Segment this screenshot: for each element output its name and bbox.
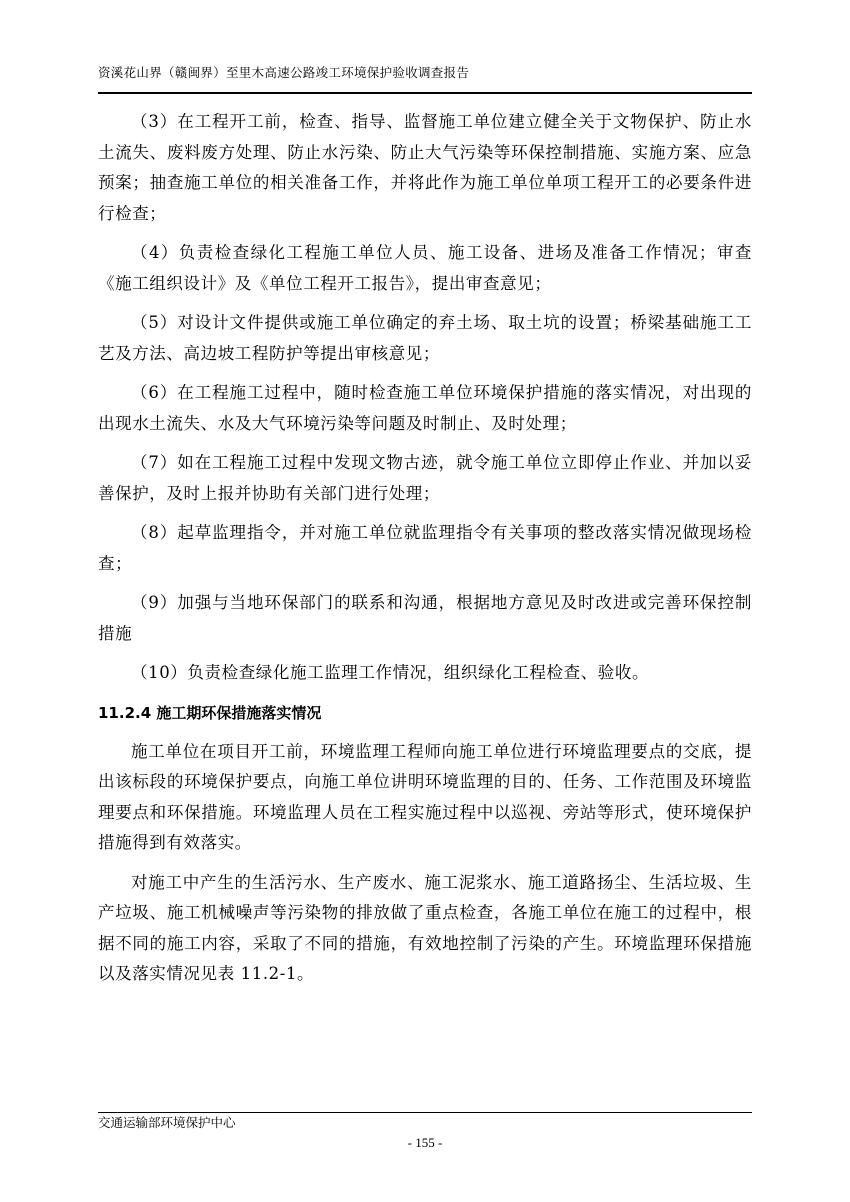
- list-item-3: （3）在工程开工前，检查、指导、监督施工单位建立健全关于文物保护、防止水土流失、废料废方处理、防止水污染、防止大气污染等环保控制措施、实施方案、应急预案；抽查施工单位的相关准备工作，并将此作为施工单位单项工程开工的必要条件进行检查；: [98, 112, 752, 223]
- section-heading-11-2-4: 11.2.4 施工期环保措施落实情况: [98, 703, 322, 722]
- list-item-9: （9）加强与当地环保部门的联系和沟通，根据地方意见及时改进或完善环保控制措施: [98, 593, 752, 643]
- list-item-5: （5）对设计文件提供或施工单位确定的弃土场、取土坑的设置；桥梁基础施工工艺及方法、高边坡工程防护等提出审核意见；: [98, 313, 752, 363]
- footer-organization: 交通运输部环境保护中心: [98, 1115, 236, 1130]
- list-item-6: （6）在工程施工过程中，随时检查施工单位环境保护措施的落实情况，对出现的出现水土流失、水及大气环境污染等问题及时制止、及时处理；: [98, 383, 752, 433]
- list-item-7: （7）如在工程施工过程中发现文物古迹，就令施工单位立即停止作业、并加以妥善保护，及时上报并协助有关部门进行处理；: [98, 453, 752, 503]
- list-item-10: （10）负责检查绿化施工监理工作情况，组织绿化工程检查、验收。: [131, 663, 650, 682]
- section-paragraph-2: 对施工中产生的生活污水、生产废水、施工泥浆水、施工道路扬尘、生活垃圾、生产垃圾、施工机械噪声等污染物的排放做了重点检查，各施工单位在施工的过程中，根据不同的施工内容，采取了不同的措施，有效地控制了污染的产生。环境监理环保措施以及落实情况见表 11.2-1。: [98, 872, 752, 983]
- header-divider: [98, 92, 752, 94]
- list-item-8: （8）起草监理指令，并对施工单位就监理指令有关事项的整改落实情况做现场检查；: [98, 523, 752, 573]
- list-item-4: （4）负责检查绿化工程施工单位人员、施工设备、进场及准备工作情况；审查《施工组织设计》及《单位工程开工报告》，提出审查意见；: [98, 243, 752, 293]
- page-body: [98, 107, 752, 999]
- footer-divider: [98, 1112, 752, 1113]
- running-header: 资溪花山界（赣闽界）至里木高速公路竣工环境保护验收调查报告: [98, 65, 470, 80]
- section-paragraph-1: 施工单位在项目开工前，环境监理工程师向施工单位进行环境监理要点的交底，提出该标段的环境保护要点，向施工单位讲明环境监理的目的、任务、工作范围及环境监理要点和环保措施。环境监理人员在工程实施过程中以巡视、旁站等形式，使环境保护措施得到有效落实。: [98, 741, 752, 852]
- page-number: - 155 -: [407, 1135, 443, 1150]
